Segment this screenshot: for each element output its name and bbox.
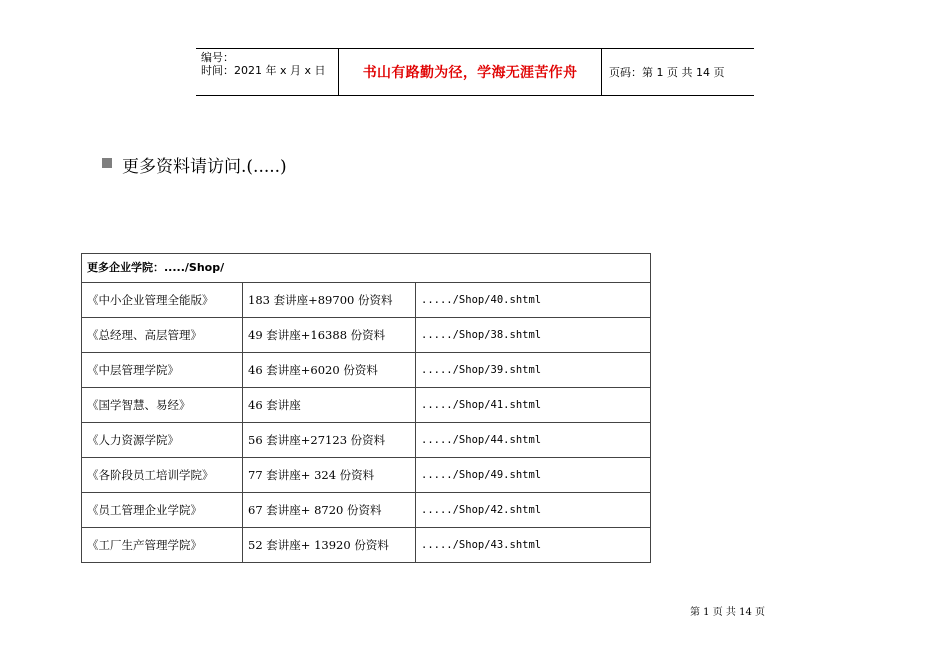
course-content: 77 套讲座+ 324 份资料 <box>243 458 416 493</box>
header-divider-2 <box>601 48 602 96</box>
page-footer: 第 1 页 共 14 页 <box>690 607 765 618</box>
table-row <box>82 493 651 528</box>
course-name: 《总经理、高层管理》 <box>82 318 243 353</box>
course-name: 《中层管理学院》 <box>82 353 243 388</box>
course-link[interactable]: ...../Shop/43.shtml <box>416 528 651 563</box>
time-label: 时间：2021 年 x 月 x 日 <box>201 64 326 77</box>
table-row <box>82 458 651 493</box>
course-content: 183 套讲座+89700 份资料 <box>243 283 416 318</box>
course-name: 《工厂生产管理学院》 <box>82 528 243 563</box>
course-link[interactable]: ...../Shop/38.shtml <box>416 318 651 353</box>
number-label: 编号： <box>201 51 234 64</box>
table-title-row <box>82 254 651 283</box>
motto-text: 书山有路勤为径，学海无涯苦作舟 <box>362 65 578 81</box>
table-row <box>82 318 651 353</box>
course-content: 56 套讲座+27123 份资料 <box>243 423 416 458</box>
course-link[interactable]: ...../Shop/49.shtml <box>416 458 651 493</box>
table-row <box>82 353 651 388</box>
course-content: 46 套讲座+6020 份资料 <box>243 353 416 388</box>
course-link[interactable]: ...../Shop/42.shtml <box>416 493 651 528</box>
table-row <box>82 528 651 563</box>
course-content: 52 套讲座+ 13920 份资料 <box>243 528 416 563</box>
course-name: 《各阶段员工培训学院》 <box>82 458 243 493</box>
course-content: 46 套讲座 <box>243 388 416 423</box>
course-content: 49 套讲座+16388 份资料 <box>243 318 416 353</box>
course-name: 《人力资源学院》 <box>82 423 243 458</box>
table-title: 更多企业学院：...../Shop/ <box>82 254 651 283</box>
resource-table <box>81 253 651 563</box>
course-name: 《员工管理企业学院》 <box>82 493 243 528</box>
header-page-label: 页码：第 1 页 共 14 页 <box>609 66 725 79</box>
page-heading: 更多资料请访问.(.....) <box>122 157 287 177</box>
square-bullet-icon <box>102 158 112 168</box>
course-link[interactable]: ...../Shop/40.shtml <box>416 283 651 318</box>
course-link[interactable]: ...../Shop/41.shtml <box>416 388 651 423</box>
course-name: 《中小企业管理全能版》 <box>82 283 243 318</box>
table-row <box>82 388 651 423</box>
course-link[interactable]: ...../Shop/39.shtml <box>416 353 651 388</box>
table-row <box>82 423 651 458</box>
course-content: 67 套讲座+ 8720 份资料 <box>243 493 416 528</box>
course-name: 《国学智慧、易经》 <box>82 388 243 423</box>
course-link[interactable]: ...../Shop/44.shtml <box>416 423 651 458</box>
table-row <box>82 283 651 318</box>
